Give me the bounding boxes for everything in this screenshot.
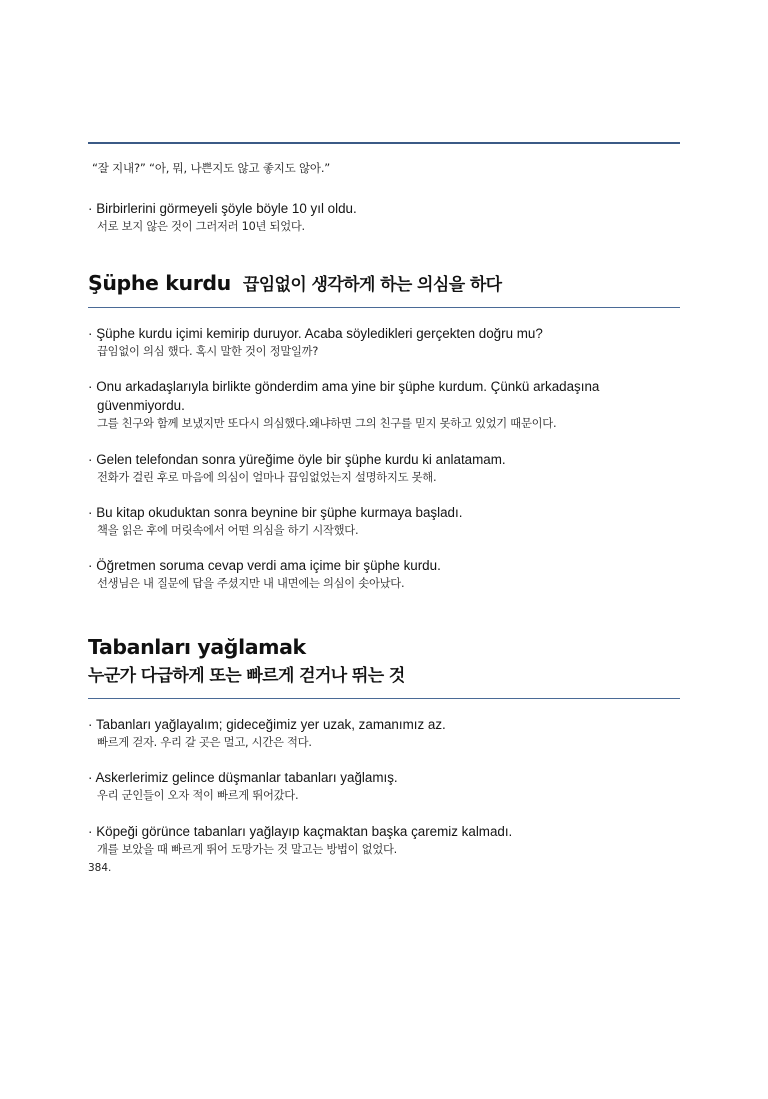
entry-turkish	[88, 377, 680, 415]
entry-korean: 빠르게 걷자. 우리 갈 곳은 멀고, 시간은 적다.	[97, 735, 312, 749]
entry-turkish	[88, 822, 680, 841]
section-heading	[88, 635, 680, 686]
list-item	[88, 324, 680, 360]
section-heading-korean: 누군가 다급하게 또는 빠르게 걷거나 뛰는 것	[88, 665, 405, 686]
page-content	[88, 160, 680, 858]
bullet-marker: ·	[88, 558, 93, 574]
section-suphe-kurdu	[88, 270, 680, 593]
entry-turkish-text: Tabanları yağlayalım; gideceğimiz yer uzak, zamanımız az.	[95, 716, 446, 732]
entry-turkish-text: Askerlerimiz gelince düşmanlar tabanları yağlamış.	[95, 770, 398, 786]
entry-turkish	[88, 450, 680, 469]
section-heading-turkish: Tabanları yağlamak	[88, 634, 306, 659]
entry-korean: 선생님은 내 질문에 답을 주셨지만 내 내면에는 의심이 솟아났다.	[97, 577, 405, 591]
entry-turkish	[88, 556, 680, 575]
list-item	[88, 715, 680, 751]
opening-quote: “잘 지내?” “아, 뭐, 나쁜지도 않고 좋지도 않아.”	[92, 161, 331, 175]
entry-korean: 끕임없이 의심 했다. 혹시 말한 것이 정말일까?	[97, 344, 319, 358]
top-divider	[88, 142, 680, 144]
section-entries	[88, 324, 680, 593]
entry-korean: 전화가 걸린 후로 마음에 의심이 얼마나 끕임없었는지 설명하지도 못해.	[97, 470, 437, 484]
page-number: 384.	[88, 862, 112, 874]
section-entries	[88, 715, 680, 858]
entry-korean: 그를 친구와 함께 보냈지만 또다시 의심했다.왜냐하면 그의 친구를 믿지 못하고 있었기 때문이다.	[97, 417, 557, 431]
section-heading-turkish: Şüphe kurdu	[88, 270, 231, 295]
bullet-marker: ·	[88, 716, 93, 732]
bullet-marker: ·	[88, 379, 93, 395]
entry-turkish-text: Birbirlerini görmeyeli şöyle böyle 10 yıl oldu.	[96, 201, 357, 217]
list-item	[88, 556, 680, 592]
list-item	[88, 822, 680, 858]
entry-turkish-text: Gelen telefondan sonra yüreğime öyle bir şüphe kurdu ki anlatamam.	[96, 451, 506, 467]
section-tabanlari-yaglamak	[88, 635, 680, 858]
entry-turkish	[88, 768, 680, 787]
bullet-marker: ·	[88, 770, 93, 786]
bullet-marker: ·	[88, 504, 93, 520]
list-item	[88, 377, 680, 432]
entry-turkish-text: Onu arkadaşlarıyla birlikte gönderdim ama yine bir şüphe kurdum. Çünkü arkadaşına güvenmiyordu.	[96, 379, 600, 414]
section-heading	[88, 270, 680, 295]
section-divider	[88, 307, 680, 308]
entry-turkish	[88, 503, 680, 522]
entry-turkish-text: Köpeği görünce tabanları yağlayıp kaçmaktan başka çaremiz kalmadı.	[96, 823, 513, 839]
entry-korean: 개를 보았을 때 빠르게 뛰어 도망가는 것 말고는 방법이 없었다.	[97, 842, 397, 856]
bullet-marker: ·	[88, 325, 93, 341]
section-divider	[88, 698, 680, 699]
entry-turkish-text: Öğretmen soruma cevap verdi ama içime bir şüphe kurdu.	[96, 558, 441, 574]
page-body	[88, 0, 680, 1099]
entry-korean: 우리 군인들이 오자 적이 빠르게 뛰어갔다.	[97, 789, 299, 803]
entry-turkish-text: Bu kitap okuduktan sonra beynine bir şüphe kurmaya başladı.	[96, 504, 463, 520]
bullet-marker: ·	[88, 451, 93, 467]
entry-korean: 서로 보지 않은 것이 그러저러 10년 되었다.	[97, 220, 305, 234]
entry-turkish	[88, 715, 680, 734]
list-item	[88, 199, 680, 235]
entry-turkish-text: Şüphe kurdu içimi kemirip duruyor. Acaba söyledikleri gerçekten doğru mu?	[96, 325, 543, 341]
list-item	[88, 768, 680, 804]
section-heading-korean: 끕임없이 생각하게 하는 의심을 하다	[242, 274, 502, 295]
list-item	[88, 503, 680, 539]
bullet-marker: ·	[88, 201, 93, 217]
bullet-marker: ·	[88, 823, 93, 839]
entry-turkish	[88, 324, 680, 343]
list-item	[88, 450, 680, 486]
entry-korean: 책을 읽은 후에 머릿속에서 어떤 의심을 하기 시작했다.	[97, 523, 359, 537]
entry-turkish	[88, 199, 680, 218]
